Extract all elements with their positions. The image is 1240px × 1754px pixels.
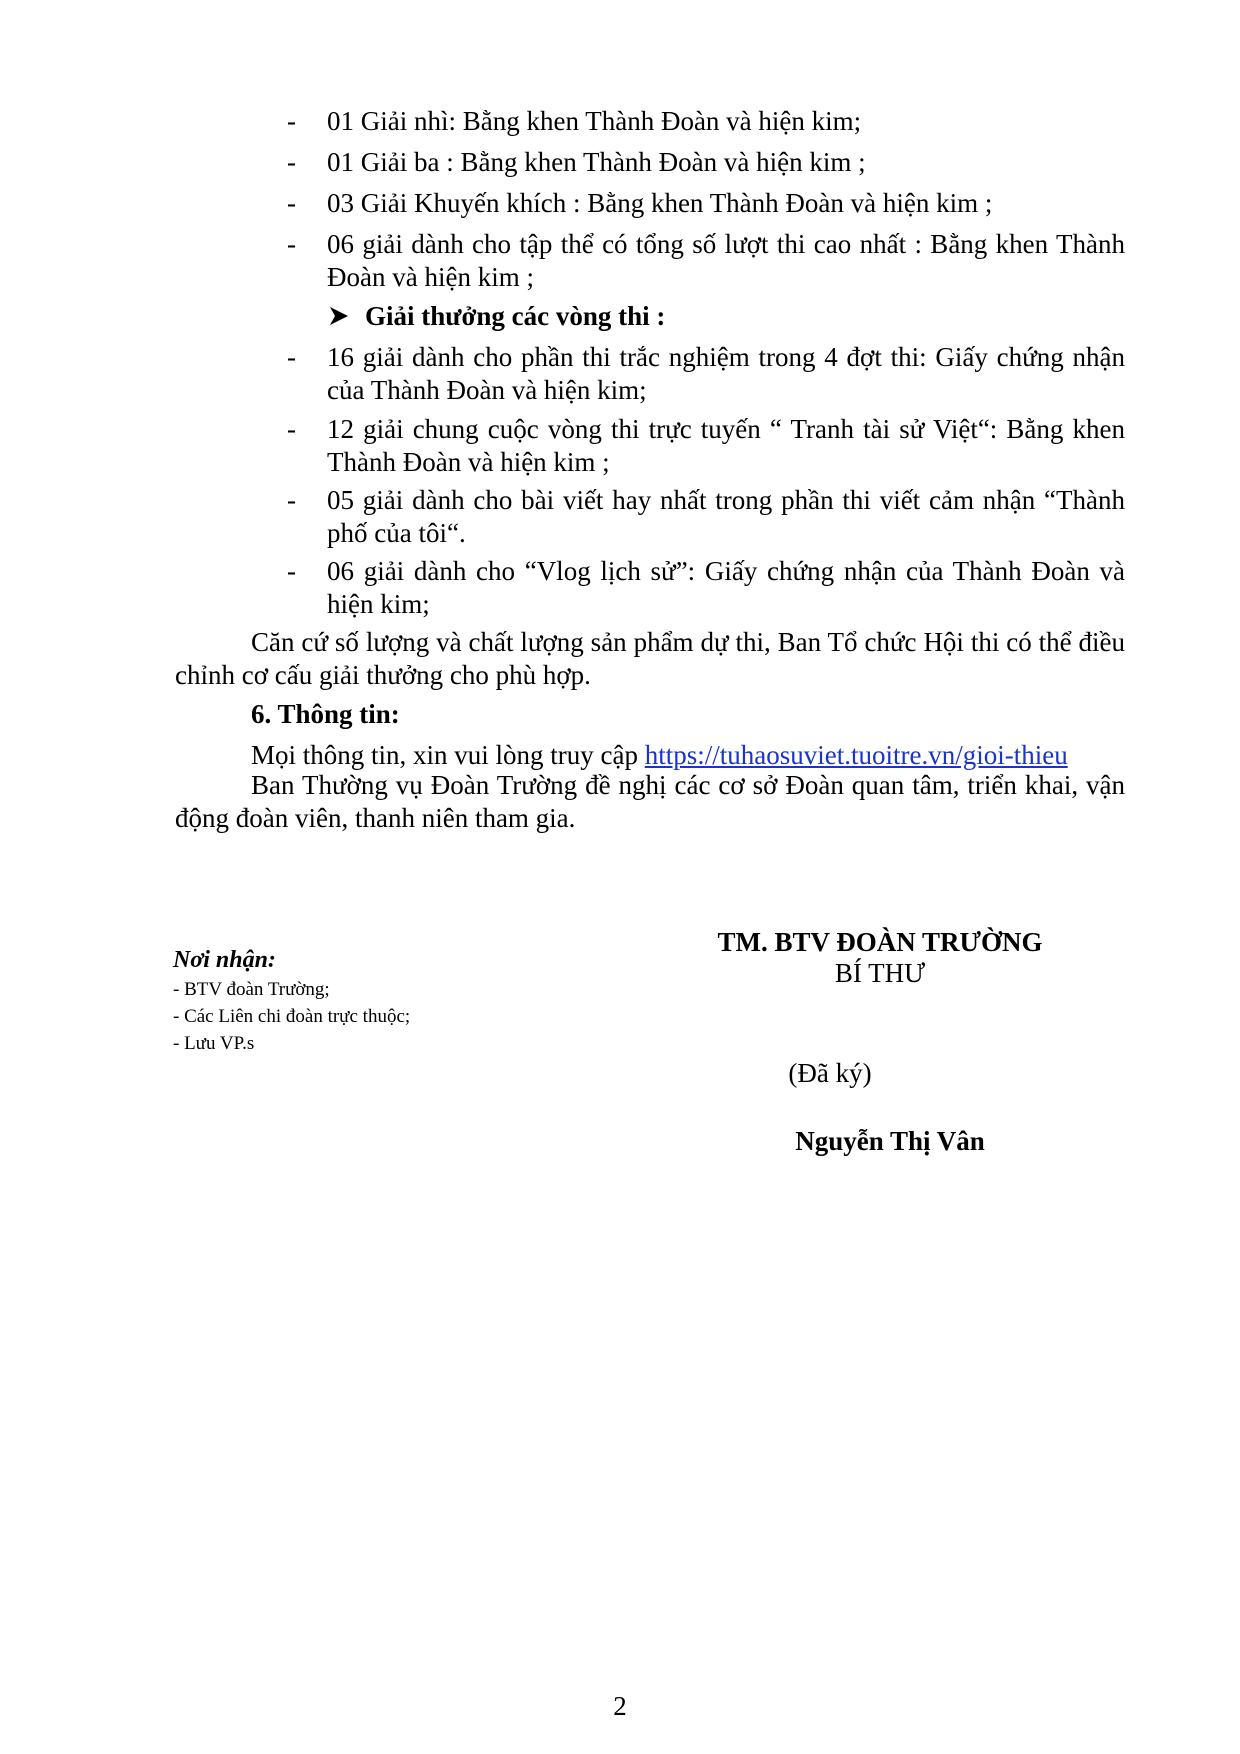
recipient-item: - Lưu VP.s bbox=[173, 1033, 255, 1054]
signature-position: BÍ THƯ bbox=[834, 958, 926, 988]
prize-item-text: 01 Giải ba : Bằng khen Thành Đoàn và hiện kim ; bbox=[327, 147, 866, 177]
round-award-text: 05 giải dành cho bài viết hay nhất trong phần thi viết cảm nhận “Thành phố của tôi“. bbox=[327, 485, 1125, 548]
closing-paragraph: Ban Thường vụ Đoàn Trường đề nghị các cơ sở Đoàn quan tâm, triển khai, vận động đoàn viên, thanh niên tham gia. bbox=[175, 770, 1125, 833]
round-awards-heading-text: Giải thưởng các vòng thi : bbox=[365, 301, 666, 331]
list-dash: - bbox=[287, 414, 296, 444]
recipients-list bbox=[173, 976, 410, 1057]
page-number: 2 bbox=[613, 1691, 627, 1721]
round-award-text: 06 giải dành cho “Vlog lịch sử”: Giấy chứng nhận của Thành Đoàn và hiện kim; bbox=[327, 556, 1125, 619]
list-dash: - bbox=[287, 147, 296, 177]
signature-org: TM. BTV ĐOÀN TRƯỜNG bbox=[717, 927, 1043, 957]
signer-name: Nguyễn Thị Vân bbox=[795, 1126, 985, 1156]
recipients-title: Nơi nhận: bbox=[173, 947, 276, 973]
round-award-text: 12 giải chung cuộc vòng thi trực tuyến “ Tranh tài sử Việt“: Bằng khen Thành Đoàn và hiện kim ; bbox=[327, 414, 1125, 477]
list-dash: - bbox=[287, 556, 296, 586]
list-dash: - bbox=[287, 106, 296, 136]
recipient-item: - Các Liên chi đoàn trực thuộc; bbox=[173, 1006, 411, 1027]
round-award-text: 16 giải dành cho phần thi trắc nghiệm trong 4 đợt thi: Giấy chứng nhận của Thành Đoàn và hiện kim; bbox=[327, 342, 1125, 405]
arrow-bullet-icon bbox=[327, 304, 351, 328]
round-awards-heading bbox=[327, 300, 665, 333]
signature-note: (Đã ký) bbox=[788, 1058, 872, 1088]
prize-item-text: 06 giải dành cho tập thể có tổng số lượt thi cao nhất : Bằng khen Thành Đoàn và hiện kim ; bbox=[327, 229, 1125, 292]
info-lead-text: Mọi thông tin, xin vui lòng truy cập bbox=[251, 740, 645, 770]
adjust-paragraph: Căn cứ số lượng và chất lượng sản phẩm dự thi, Ban Tổ chức Hội thi có thể điều chỉnh cơ cấu giải thưởng cho phù hợp. bbox=[175, 627, 1125, 690]
list-dash: - bbox=[287, 485, 296, 515]
recipient-item: - BTV đoàn Trường; bbox=[173, 979, 330, 1000]
list-dash: - bbox=[287, 229, 296, 259]
prize-item-text: 03 Giải Khuyến khích : Bằng khen Thành Đoàn và hiện kim ; bbox=[327, 188, 993, 218]
info-line bbox=[251, 739, 1068, 772]
info-heading: 6. Thông tin: bbox=[251, 699, 400, 729]
list-dash: - bbox=[287, 188, 296, 218]
prize-item-text: 01 Giải nhì: Bằng khen Thành Đoàn và hiện kim; bbox=[327, 106, 862, 136]
list-dash: - bbox=[287, 342, 296, 372]
info-link[interactable]: https://tuhaosuviet.tuoitre.vn/gioi-thieu bbox=[644, 740, 1068, 770]
